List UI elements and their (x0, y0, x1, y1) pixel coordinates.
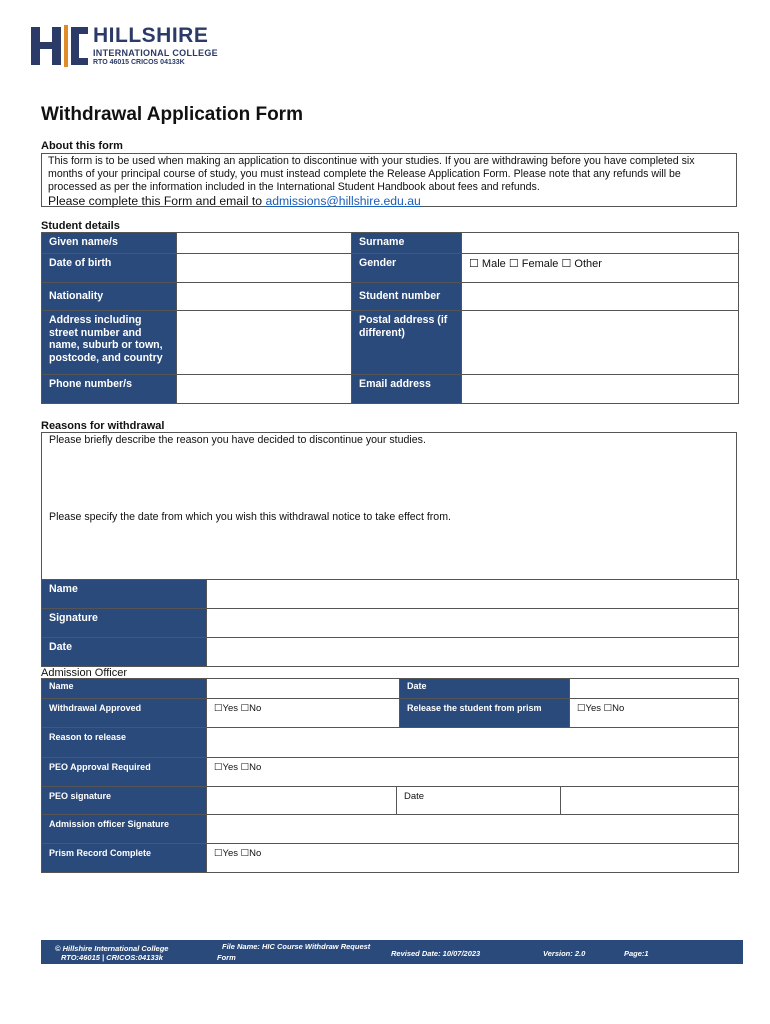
email-field[interactable] (462, 375, 739, 404)
reason-release-label: Reason to release (42, 728, 207, 758)
student-heading: Student details (41, 220, 120, 232)
given-name-field[interactable] (177, 233, 352, 254)
officer-name-label: Name (42, 679, 207, 699)
admission-heading: Admission Officer (41, 667, 127, 679)
name-label: Name (42, 580, 207, 609)
release-label: Release the student from prism (400, 699, 570, 728)
instruction-text: Please complete this Form and email to (48, 194, 266, 208)
admission-table-lower (41, 727, 739, 873)
nationality-label: Nationality (42, 283, 177, 311)
peo-approval-checkboxes[interactable]: ☐Yes ☐No (207, 758, 739, 787)
about-box (41, 153, 737, 207)
college-logo (31, 25, 231, 67)
signature-table (41, 579, 739, 667)
peo-date-field[interactable] (561, 787, 739, 815)
officer-date-field[interactable] (570, 679, 739, 699)
footer-file-1: File Name: HIC Course Withdraw Request (222, 942, 371, 951)
officer-date-label: Date (400, 679, 570, 699)
peo-date-label: Date (397, 787, 561, 815)
name-field[interactable] (207, 580, 739, 609)
signature-field[interactable] (207, 609, 739, 638)
footer-copyright-1: © Hillshire International College (55, 944, 169, 953)
reason-question: Please briefly describe the reason you have decided to discontinue your studies. (49, 434, 426, 446)
about-instruction (48, 194, 730, 209)
officer-signature-field[interactable] (207, 815, 739, 844)
date-label: Date (42, 638, 207, 667)
dob-label: Date of birth (42, 254, 177, 283)
prism-complete-label: Prism Record Complete (42, 844, 207, 873)
peo-approval-label: PEO Approval Required (42, 758, 207, 787)
withdrawal-approved-label: Withdrawal Approved (42, 699, 207, 728)
dob-field[interactable] (177, 254, 352, 283)
address-label: Address including street number and name, suburb or town, postcode, and country (42, 311, 177, 375)
student-number-field[interactable] (462, 283, 739, 311)
reasons-heading: Reasons for withdrawal (41, 420, 165, 432)
footer-file-2: Form (217, 953, 236, 962)
page-title: Withdrawal Application Form (41, 104, 303, 125)
phone-field[interactable] (177, 375, 352, 404)
peo-signature-label: PEO signature (42, 787, 207, 815)
surname-label: Surname (352, 233, 462, 254)
given-name-label: Given name/s (42, 233, 177, 254)
nationality-field[interactable] (177, 283, 352, 311)
postal-field[interactable] (462, 311, 739, 375)
phone-label: Phone number/s (42, 375, 177, 404)
email-link[interactable]: admissions@hillshire.edu.au (265, 194, 421, 208)
reason-release-field[interactable] (207, 728, 739, 758)
surname-field[interactable] (462, 233, 739, 254)
footer-copyright-2: RTO:46015 | CRICOS:04133k (61, 953, 163, 962)
reasons-box[interactable] (41, 432, 737, 580)
prism-complete-checkboxes[interactable]: ☐Yes ☐No (207, 844, 739, 873)
logo-subtitle: INTERNATIONAL COLLEGE (93, 48, 218, 58)
page-footer (41, 940, 743, 964)
peo-signature-field[interactable] (207, 787, 397, 815)
student-details-table (41, 232, 739, 404)
footer-version: Version: 2.0 (543, 949, 586, 958)
address-field[interactable] (177, 311, 352, 375)
footer-page: Page:1 (624, 949, 649, 958)
logo-name: HILLSHIRE (93, 24, 209, 47)
postal-label: Postal address (if different) (352, 311, 462, 375)
admission-table (41, 678, 739, 728)
withdrawal-approved-checkboxes[interactable]: ☐Yes ☐No (207, 699, 400, 728)
hic-logo-icon (31, 25, 89, 67)
logo-codes: RTO 46015 CRICOS 04133K (93, 59, 185, 66)
student-number-label: Student number (352, 283, 462, 311)
officer-name-field[interactable] (207, 679, 400, 699)
officer-signature-label: Admission officer Signature (42, 815, 207, 844)
about-heading: About this form (41, 140, 123, 152)
gender-options[interactable]: ☐ Male ☐ Female ☐ Other (462, 254, 739, 283)
footer-revised: Revised Date: 10/07/2023 (391, 949, 481, 958)
date-question: Please specify the date from which you wish this withdrawal notice to take effect from. (49, 511, 451, 523)
date-field[interactable] (207, 638, 739, 667)
about-paragraph: This form is to be used when making an application to discontinue with your studies. If you are withdrawing before you have completed six months of your principal course of study, you must instead complete the Release Application Form. Please note that any refunds will be processed as per the information included in the International Student Handbook about fees and refunds. (48, 155, 695, 193)
gender-label: Gender (352, 254, 462, 283)
email-label: Email address (352, 375, 462, 404)
release-checkboxes[interactable]: ☐Yes ☐No (570, 699, 739, 728)
signature-label: Signature (42, 609, 207, 638)
